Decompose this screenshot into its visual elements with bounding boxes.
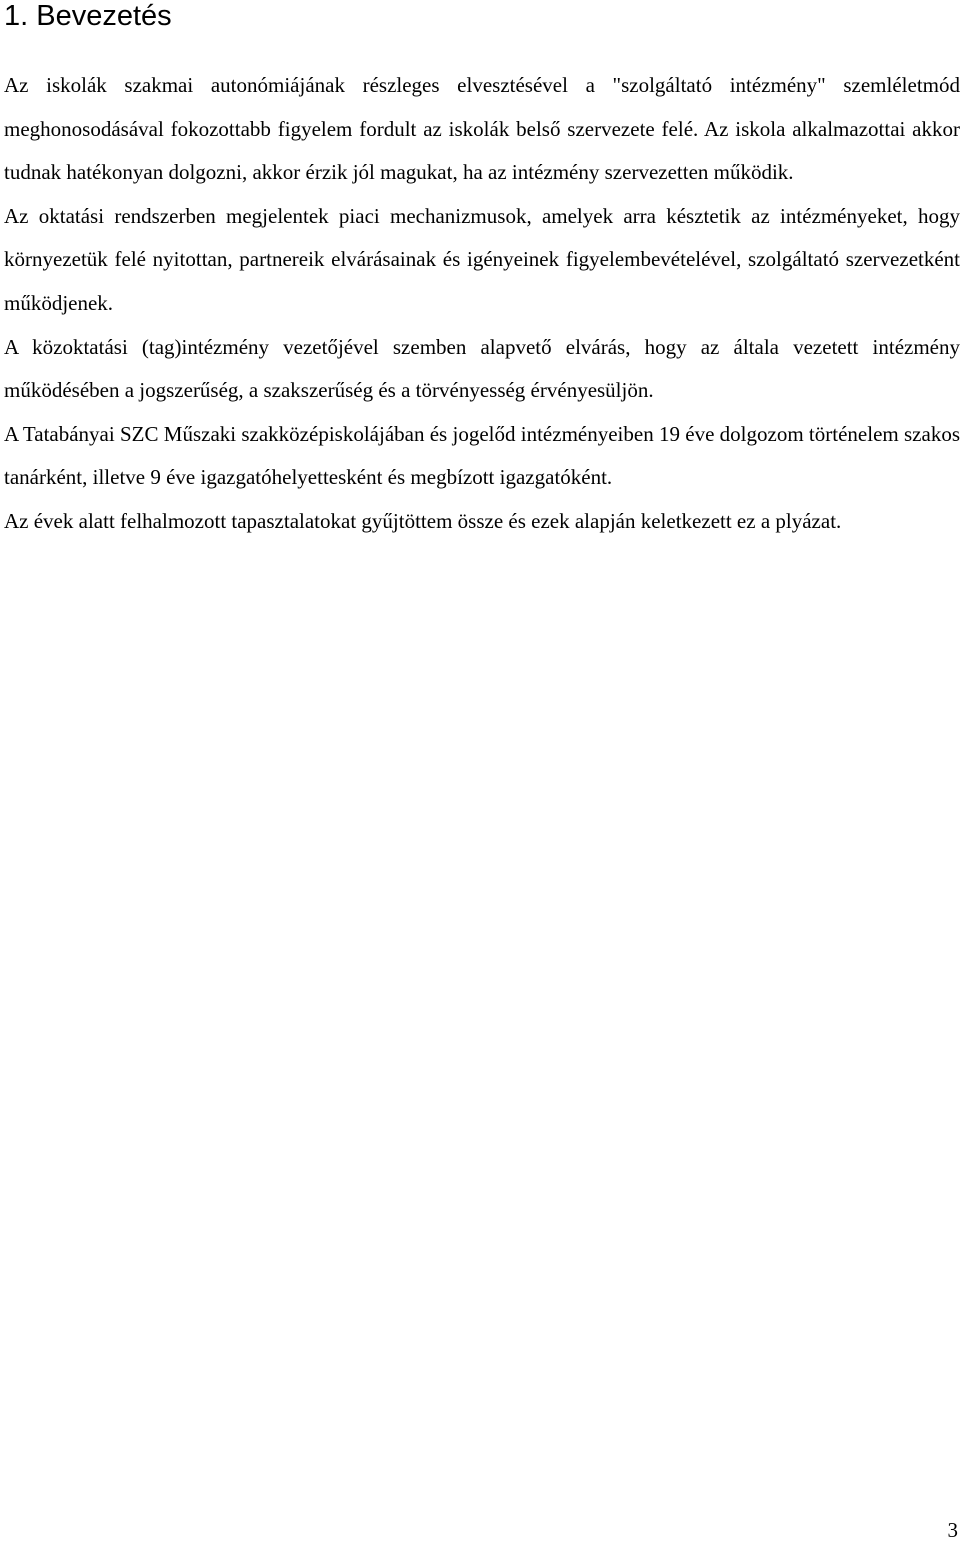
paragraph: A Tatabányai SZC Műszaki szakközépiskolájában és jogelőd intézményeiben 19 éve dolgozom történelem szakos tanárként, illetve 9 éve igazgatóhelyettesként és megbízott igazgatóként. — [4, 421, 960, 490]
section-heading: 1. Bevezetés — [4, 0, 172, 32]
body-text — [4, 64, 960, 544]
paragraph: A közoktatási (tag)intézmény vezetőjével szemben alapvető elvárás, hogy az általa vezetett intézmény működésében a jogszerűség, a szakszerűség és a törvényesség érvényesüljön. — [4, 334, 960, 403]
paragraph: Az oktatási rendszerben megjelentek piaci mechanizmusok, amelyek arra késztetik az intézményeket, hogy környezetük felé nyitottan, partnereik elvárásainak és igényeinek figyelembevételével, szolgáltató szervezetként működjenek. — [4, 203, 960, 315]
page-number: 3 — [947, 1518, 958, 1542]
paragraph: Az iskolák szakmai autonómiájának részleges elvesztésével a "szolgáltató intézmény" szemléletmód meghonosodásával fokozottabb figyelem fordult az iskolák belső szervezete felé. Az iskola alkalmazottai akkor tudnak hatékonyan dolgozni, akkor érzik jól magukat, ha az intézmény szervezetten működik. — [4, 73, 960, 185]
paragraph: Az évek alatt felhalmozott tapasztalatokat gyűjtöttem össze és ezek alapján keletkezett ez a plyázat. — [4, 508, 842, 533]
